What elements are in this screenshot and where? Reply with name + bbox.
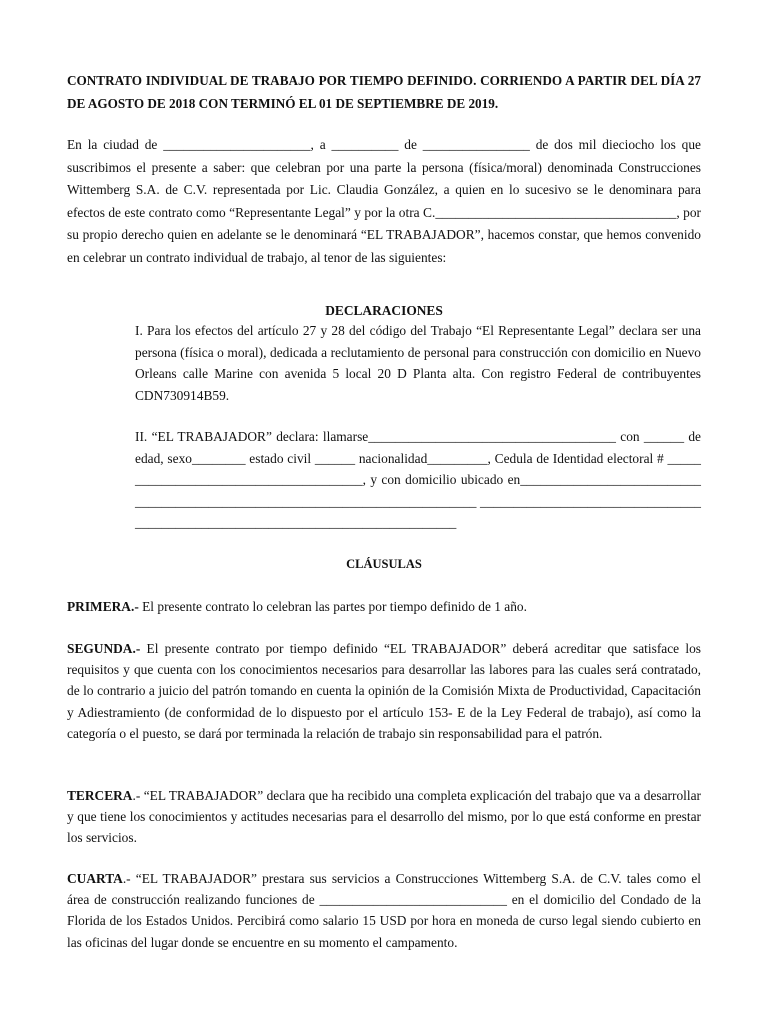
primera-label: PRIMERA.- (67, 599, 139, 614)
tercera-label: TERCERA (67, 788, 133, 803)
clausula-tercera (67, 785, 701, 849)
segunda-label: SEGUNDA.- (67, 641, 141, 656)
cuarta-label: CUARTA (67, 871, 123, 886)
declaracion-1: I. Para los efectos del artículo 27 y 28 del código del Trabajo “El Representante Legal” declara ser una persona (física o moral), dedicada a reclutamiento de personal para construcción con domicilio en Nuevo Orleans calle Marine con avenida 5 local 20 D Planta alta. Con registro Federal de contribuyentes CDN730914B59. (135, 323, 701, 403)
intro-paragraph (67, 134, 701, 270)
segunda-text: El presente contrato por tiempo definido “EL TRABAJADOR” deberá acreditar que satisface los requisitos y que cuenta con los conocimientos necesarios para desarrollar las labores para las cuales será contratado, de lo contrario a juicio del patrón tomando en cuenta la opinión de la Comisión Mixta de Productividad, Capacitación y Adiestramiento (de conformidad de lo dispuesto por el artículo 153- E de la Ley Federal de trabajo), así como la categoría o el puesto, se dará por terminada la relación de trabajo sin responsabilidad para el patrón. (67, 641, 701, 741)
tercera-text: .- “EL TRABAJADOR” declara que ha recibido una completa explicación del trabajo que va a desarrollar y que tiene los conocimientos y actitudes necesarias para el desarrollo del mismo, por lo que está conforme en prestar los servicios. (67, 788, 701, 846)
clausula-cuarta (67, 868, 701, 953)
contract-title: CONTRATO INDIVIDUAL DE TRABAJO POR TIEMPO DEFINIDO. CORRIENDO A PARTIR DEL DÍA 27 DE AGOSTO DE 2018 CON TERMINÓ EL 01 DE SEPTIEMBRE DE 2019. (67, 73, 701, 111)
declaraciones-heading: DECLARACIONES (325, 303, 443, 318)
primera-text: El presente contrato lo celebran las partes por tiempo definido de 1 año. (138, 599, 527, 614)
intro-text: En la ciudad de ______________________, a __________ de ________________ de dos mil dieciocho los que suscribimos el presente a saber: que celebran por una parte la persona (física/moral) denominada Construcciones Wittemberg S.A. de C.V. representada por Lic. Claudia González, a quien en lo sucesivo se le denominara para efectos de este contrato como “Representante Legal” y por la otra C.____________________________________, por su propio derecho quien en adelante se le denominará “EL TRABAJADOR”, hacemos constar, que hemos convenido en celebrar un contrato individual de trabajo, al tenor de las siguientes: (67, 137, 701, 265)
cuarta-text: .- “EL TRABAJADOR” prestara sus servicios a Construcciones Wittemberg S.A. de C.V. tales como el área de construcción realizando funciones de ____________________________ en el domicilio del Condado de la Florida de los Estados Unidos. Percibirá como salario 15 USD por hora en moneda de curso legal siendo cubierto en las oficinas del lugar donde se encuentre en su momento el campamento. (67, 871, 701, 950)
clausula-segunda (67, 638, 701, 744)
clausula-primera (67, 596, 701, 619)
declaracion-2: II. “EL TRABAJADOR” declara: llamarse_____________________________________ con ______ de edad, sexo________ estado civil ______ nacionalidad_________, Cedula de Identidad electoral # _______________________________________, y con domicilio ubicado en______________________________________________________________________________ _________________________________________________________________________________ (135, 429, 701, 531)
clausulas-heading: CLÁUSULAS (346, 557, 422, 571)
